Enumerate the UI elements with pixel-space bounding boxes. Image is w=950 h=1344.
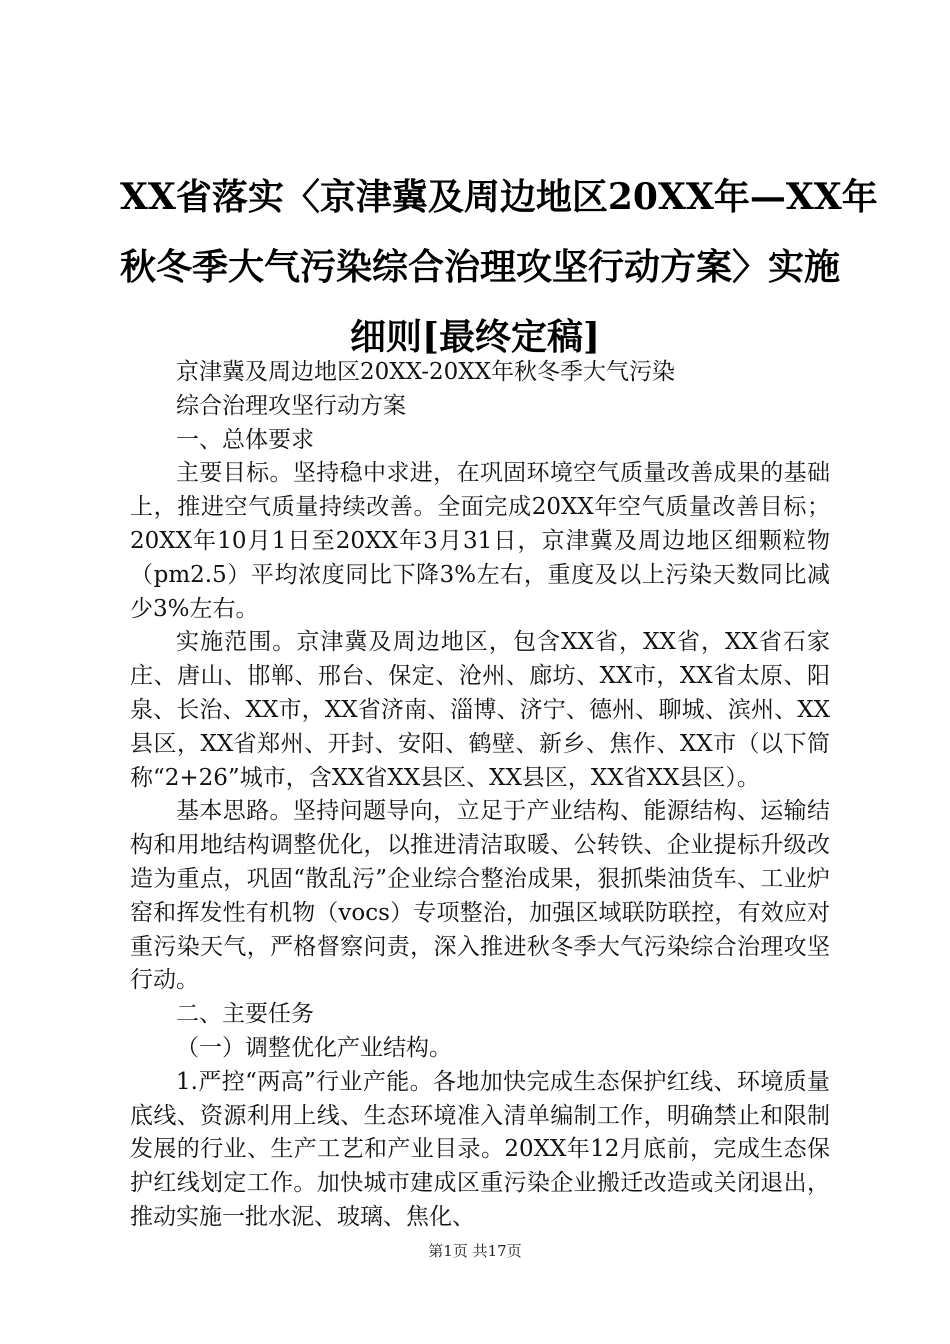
document-title	[120, 162, 878, 372]
paragraph-item-1: 1.严控“两高”行业产能。各地加快完成生态保护红线、环境质量底线、资源利用上线、生态环境准入清单编制工作，明确禁止和限制发展的行业、生产工艺和产业目录。20XX年12月底前，完成生态保护红线划定工作。加快城市建成区重污染企业搬迁改造或关闭退出，推动实施一批水泥、玻璃、焦化、	[130, 1068, 830, 1230]
page-number: 第1页 共17页	[428, 1242, 522, 1260]
title-line: 秋冬季大气污染综合治理攻坚行动方案〉实施	[120, 246, 841, 288]
paragraph-scope: 实施范围。京津冀及周边地区，包含XX省，XX省，XX省石家庄、唐山、邯郸、邢台、保定、沧州、廊坊、XX市，XX省太原、阳泉、长治、XX市，XX省济南、淄博、济宁、德州、聊城、滨州、XX县区，XX省郑州、开封、安阳、鹤壁、新乡、焦作、XX市（以下简称“2+26”城市，含XX省XX县区、XX县区，XX省XX县区）。	[130, 629, 830, 791]
section-heading: 二、主要任务	[176, 1001, 314, 1028]
document-body	[130, 356, 830, 1235]
subtitle-line: 京津冀及周边地区20XX-20XX年秋冬季大气污染	[176, 359, 675, 385]
subtitle-line: 综合治理攻坚行动方案	[176, 392, 406, 419]
title-line: XX省落实〈京津冀及周边地区20XX年—XX年	[120, 176, 878, 218]
subsection-heading: （一）调整优化产业结构。	[176, 1034, 452, 1061]
paragraph-main-goal: 主要目标。坚持稳中求进，在巩固环境空气质量改善成果的基础上，推进空气质量持续改善。全面完成20XX年空气质量改善目标；20XX年10月1日至20XX年3月31日，京津冀及周边地区细颗粒物（pm2.5）平均浓度同比下降3%左右，重度及以上污染天数同比减少3%左右。	[130, 460, 830, 622]
title-line: 细则[最终定稿]	[349, 316, 601, 358]
paragraph-approach: 基本思路。坚持问题导向，立足于产业结构、能源结构、运输结构和用地结构调整优化，以推进清洁取暖、公转铁、企业提标升级改造为重点，巩固“散乱污”企业综合整治成果，狠抓柴油货车、工业炉窑和挥发性有机物（vocs）专项整治，加强区域联防联控，有效应对重污染天气，严格督察问责，深入推进秋冬季大气污染综合治理攻坚行动。	[130, 798, 830, 994]
section-heading: 一、总体要求	[176, 426, 314, 453]
